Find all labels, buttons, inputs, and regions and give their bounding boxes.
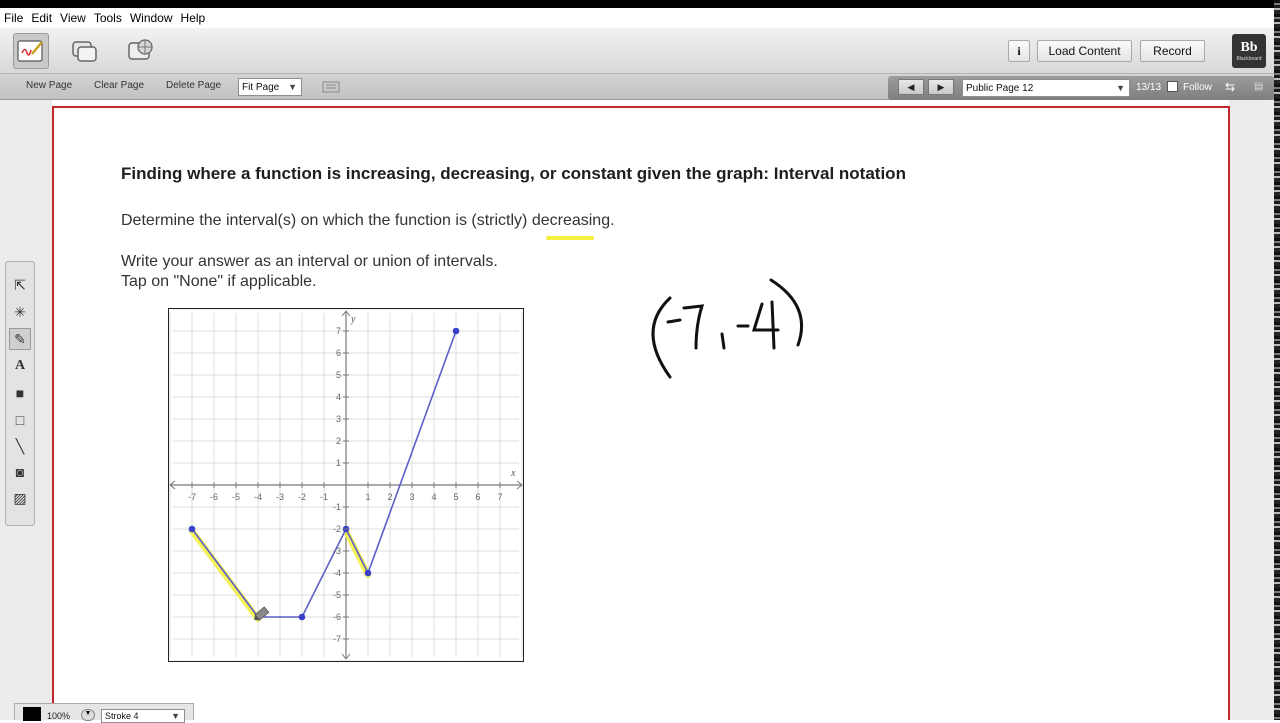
y-tick-label: -2 (332, 524, 341, 534)
x-tick-label: -4 (253, 492, 263, 502)
highlight-stroke (192, 531, 258, 619)
blackboard-logo (1232, 34, 1266, 68)
function-point (453, 328, 460, 335)
x-tick-label: 3 (409, 492, 415, 502)
question-line-3: Tap on "None" if applicable. (121, 273, 317, 290)
x-tick-label: 1 (365, 492, 371, 502)
x-tick-label: 4 (431, 492, 437, 502)
delete-page-button[interactable]: Delete Page (166, 80, 222, 91)
page-navigation (888, 76, 1274, 100)
record-button[interactable]: Record (1140, 40, 1205, 62)
x-tick-label: -6 (209, 492, 219, 502)
drawing-tools-panel (5, 261, 35, 526)
camera-tool-icon[interactable]: ◙ (15, 464, 25, 480)
function-point (189, 526, 196, 533)
menu-bar (0, 8, 1280, 28)
function-graph (168, 308, 524, 662)
pointer-tool-icon[interactable]: ✳ (14, 303, 26, 320)
top-edge (0, 0, 1280, 8)
line-tool-icon[interactable]: ╲ (15, 437, 25, 454)
problem-title: Finding where a function is increasing, decreasing, or constant given the graph: Interval notation (121, 164, 906, 183)
load-content-button[interactable]: Load Content (1037, 40, 1132, 62)
rectangle-tool-icon[interactable]: □ (15, 412, 25, 428)
menu-file[interactable]: File (4, 11, 24, 25)
menu-window[interactable]: Window (129, 11, 173, 25)
zoom-level: 100% (47, 711, 71, 721)
menu-help[interactable]: Help (180, 11, 206, 25)
main-toolbar (0, 28, 1274, 74)
screen-edge-artifact (1274, 0, 1280, 720)
graph-svg (169, 309, 523, 661)
stroke-panel (14, 703, 194, 720)
y-tick-label: 5 (335, 370, 341, 380)
stroke-select-value: Stroke 4 (105, 711, 139, 721)
function-point (365, 570, 372, 577)
x-tick-label: 6 (475, 492, 481, 502)
fill-tool-icon[interactable]: ■ (15, 385, 25, 401)
screen-share-button[interactable] (66, 33, 102, 69)
chevron-down-icon[interactable]: ▼ (81, 709, 95, 721)
y-tick-label: 7 (335, 326, 341, 336)
previous-page-button[interactable] (898, 79, 924, 95)
function-point (299, 614, 306, 621)
triangle-left-icon: ◀ (907, 81, 915, 92)
chevron-down-icon: ▼ (1116, 83, 1125, 93)
y-tick-label: 2 (335, 436, 341, 446)
y-tick-label: -4 (332, 568, 341, 578)
zoom-select-value: Fit Page (242, 81, 280, 93)
info-icon: i (1017, 43, 1021, 58)
handwritten-answer (630, 270, 820, 390)
x-tick-label: -1 (319, 492, 329, 502)
next-page-button[interactable] (928, 79, 954, 95)
stroke-select[interactable] (101, 709, 185, 723)
image-tool-icon[interactable]: ▨ (13, 489, 27, 506)
follow-label: Follow (1183, 82, 1212, 93)
pencil-tool-icon[interactable]: ✎ (9, 328, 31, 350)
whiteboard-mode-button[interactable] (13, 33, 49, 69)
y-tick-label: 4 (335, 392, 341, 402)
x-tick-label: -2 (297, 492, 307, 502)
blackboard-logo-text: Blackboard (1236, 56, 1262, 62)
y-tick-label: -3 (332, 546, 341, 556)
page-count: 13/13 (1136, 82, 1162, 93)
menu-view[interactable]: View (60, 11, 86, 25)
zoom-select[interactable] (238, 78, 302, 96)
text-tool-icon[interactable]: A (14, 358, 26, 373)
question-line-1: Determine the interval(s) on which the function is (strictly) decreasing. (121, 212, 615, 229)
question-line-2: Write your answer as an interval or union of intervals. (121, 253, 498, 270)
info-button[interactable] (1008, 40, 1030, 62)
web-icon (126, 38, 156, 64)
y-tick-label: 6 (335, 348, 341, 358)
y-tick-label: -7 (332, 634, 341, 644)
chevron-down-icon: ▼ (171, 711, 180, 721)
swap-arrows-icon[interactable]: ⇆ (1225, 80, 1236, 94)
x-axis-label: x (511, 468, 516, 479)
web-share-button[interactable] (123, 33, 159, 69)
right-margin (1229, 100, 1274, 720)
select-tool-icon[interactable]: ⇱ (14, 276, 26, 293)
x-tick-label: 5 (453, 492, 459, 502)
y-tick-label: -5 (332, 590, 341, 600)
chevron-down-icon: ▼ (288, 82, 297, 92)
x-tick-label: -3 (275, 492, 285, 502)
page-select[interactable] (962, 79, 1130, 97)
y-axis-label: y (351, 314, 356, 325)
y-tick-label: -6 (332, 612, 341, 622)
y-tick-label: -1 (332, 502, 341, 512)
page-sorter-icon[interactable]: ▤ (1254, 81, 1264, 92)
new-page-button[interactable]: New Page (26, 80, 73, 91)
y-tick-label: 3 (335, 414, 341, 424)
x-tick-label: -5 (231, 492, 241, 502)
strictly-highlight (546, 236, 594, 240)
whiteboard-icon (16, 38, 46, 64)
x-tick-label: -7 (187, 492, 197, 502)
clear-page-button[interactable]: Clear Page (94, 80, 145, 91)
triangle-right-icon: ▶ (937, 81, 945, 92)
screens-icon (69, 38, 99, 64)
x-tick-label: 2 (387, 492, 393, 502)
page-sorter-icon[interactable] (322, 80, 340, 92)
follow-checkbox[interactable] (1167, 81, 1178, 92)
y-tick-label: 1 (335, 458, 341, 468)
menu-edit[interactable]: Edit (31, 11, 53, 25)
menu-tools[interactable]: Tools (93, 11, 122, 25)
page-select-value: Public Page 12 (966, 82, 1034, 94)
x-tick-label: 7 (497, 492, 503, 502)
color-swatch[interactable] (23, 707, 41, 721)
highlight-stroke (346, 531, 368, 575)
blackboard-logo-mark: Bb (1240, 40, 1258, 55)
